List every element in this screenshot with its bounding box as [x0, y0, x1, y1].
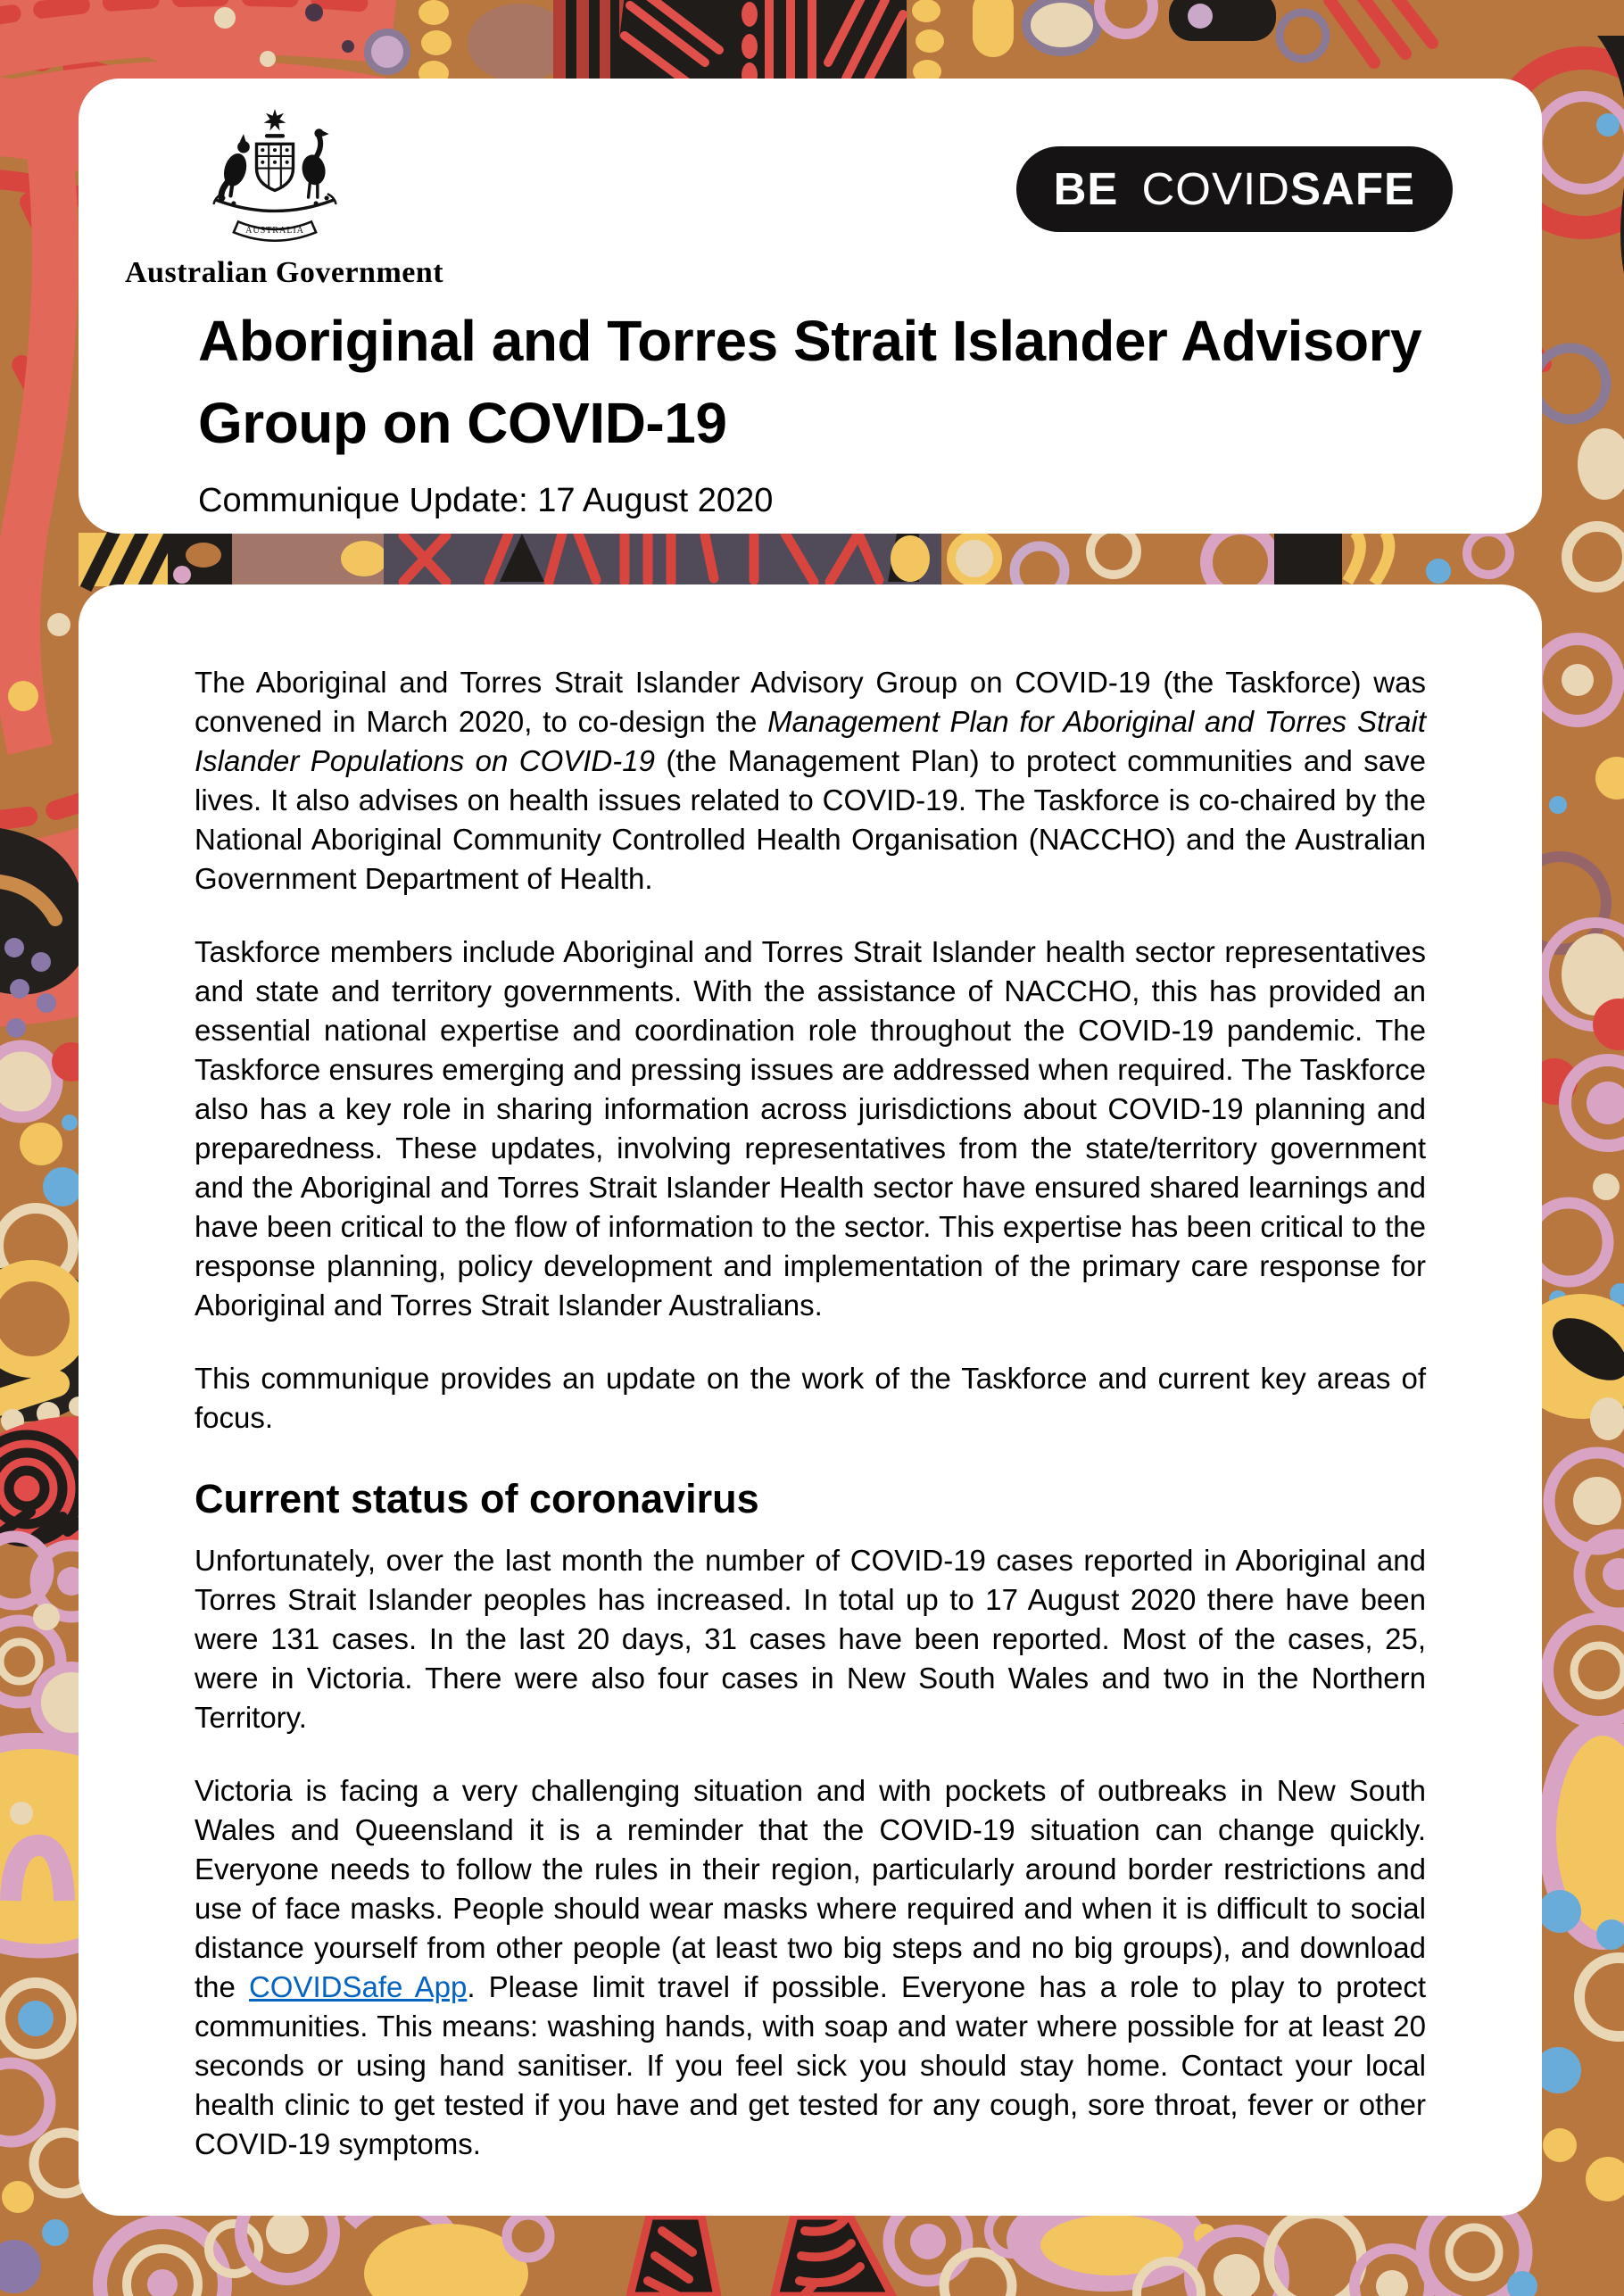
paragraph-text: (the Management Plan) to protect communities and save lives. It also advises on health issues related to COVID-19. The Taskforce is co-chaired by the National Aboriginal Community Controlled Health Organisation (NACCHO) and the Australian Government Department of Health.	[195, 744, 1426, 895]
top-centre-motif	[418, 0, 944, 87]
government-label: Australian Government	[125, 256, 444, 289]
page-title: Aboriginal and Torres Strait Islander Advisory Group on COVID-19	[198, 309, 1422, 455]
management-plan-italic-title: Management Plan for Aboriginal and Torres Strait Islander Populations on COVID-19	[195, 705, 1426, 777]
paragraph-text: . Please limit travel if possible. Everyone has a role to play to protect communities. This means: washing hands, with soap and water where possible for at least 20 seconds or using hand sanitiser. If you feel sick you should stay home. Contact your local health clinic to get tested if you have and get tested for any cough, sore throat, fever or other COVID-19 symptoms.	[195, 1970, 1426, 2160]
paragraph-communique-purpose: This communique provides an update on the work of the Taskforce and current key areas of focus.	[195, 1362, 1426, 1434]
paragraph-taskforce-intro	[195, 663, 1426, 899]
section-heading-current-status: Current status of coronavirus	[195, 1476, 759, 1521]
badge-safe-text: SAFE	[1289, 163, 1415, 214]
australian-government-crest	[125, 109, 444, 290]
paragraph-text: The Aboriginal and Torres Strait Islander Advisory Group on COVID-19 (the Taskforce) was convened in March 2020, to co-design the	[195, 666, 1426, 738]
coat-of-arms-icon	[198, 109, 352, 250]
be-covidsafe-badge	[1016, 146, 1453, 232]
covidsafe-app-link[interactable]: COVIDSafe App	[248, 1970, 468, 2003]
crest-banner-text: AUSTRALIA	[245, 226, 304, 236]
paragraph-case-numbers: Unfortunately, over the last month the number of COVID-19 cases reported in Aboriginal and Torres Strait Islander peoples has increased. In total up to 17 August 2020 there have been were 131 cases. In the last 20 days, 31 cases have been reported. Most of the cases, 25, were in Victoria. There were also four cases in New South Wales and two in the Northern Territory.	[195, 1544, 1426, 1734]
communique-date-subtitle: Communique Update: 17 August 2020	[198, 482, 774, 519]
badge-covid-text: COVID	[1141, 163, 1290, 214]
content-card	[79, 584, 1542, 2216]
badge-be-text: BE	[1053, 163, 1119, 214]
paragraph-taskforce-members: Taskforce members include Aboriginal and Torres Strait Islander health sector representatives and state and territory governments. With the assistance of NACCHO, this has provided an essential national expertise and coordination role throughout the COVID-19 pandemic. The Taskforce ensures emerging and pressing issues are addressed when required. The Taskforce also has a key role in sharing information across jurisdictions about COVID-19 planning and preparedness. These updates, involving representatives from the state/territory government and the Aboriginal and Torres Strait Islander Health sector have ensured shared learnings and have been critical to the flow of information to the sector. This expertise has been critical to the response planning, policy development and implementation of the primary care response for Aboriginal and Torres Strait Islander Australians.	[195, 935, 1426, 1322]
paragraph-advice	[195, 1771, 1426, 2164]
header-card	[79, 79, 1542, 534]
paragraph-text: Victoria is facing a very challenging situation and with pockets of outbreaks in New South Wales and Queensland it is a reminder that the COVID-19 situation can change quickly. Everyone needs to follow the rules in their region, particularly around border restrictions and use of face masks. People should wear masks where required and when it is difficult to social distance yourself from other people (at least two big steps and no big groups), and download the	[195, 1774, 1426, 2003]
